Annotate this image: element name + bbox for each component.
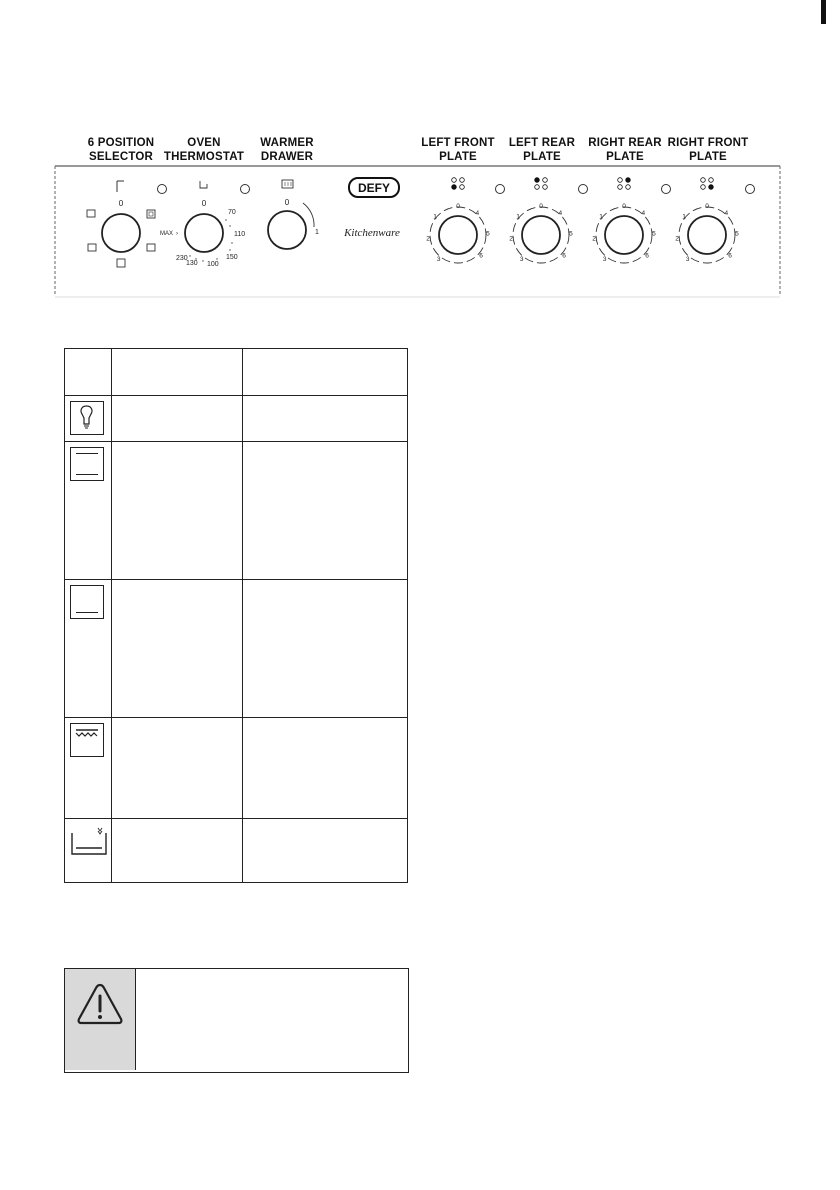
thermostat-max-label: MAX: [160, 231, 174, 237]
plate-position-dot: [709, 178, 714, 183]
plate-scale-label: 2: [675, 235, 679, 243]
plate-position-dot: [709, 185, 714, 190]
plate-scale-label: 1: [682, 213, 686, 221]
light-symbol-icon: [117, 181, 124, 192]
plate-scale-label: 2: [426, 235, 430, 243]
plate-scale-label: 5: [486, 230, 490, 238]
plate-scale-label: 4: [724, 210, 729, 217]
thermostat-indicator-light: [241, 185, 250, 194]
plate-scale-label: 0: [622, 203, 626, 210]
plate-scale-label: 2: [592, 235, 596, 243]
thermostat-zero-label: 0: [201, 199, 207, 208]
plate-position-dot: [535, 185, 540, 190]
plate-scale-label: 1: [516, 213, 520, 221]
label-right-front-plate: RIGHT FRONT PLATE: [667, 137, 749, 163]
plate-scale-label: 3: [436, 256, 441, 263]
plate-scale-label: 2: [509, 235, 513, 243]
plate-scale-label: 4: [641, 210, 646, 217]
svg-text:230: 230: [176, 255, 188, 262]
right-front-plate-knob[interactable]: [675, 178, 739, 263]
plate-scale-label: 3: [685, 256, 690, 263]
table-header-row: [65, 349, 408, 396]
plate-position-dot: [543, 178, 548, 183]
plate-position-dot: [626, 185, 631, 190]
plate-position-dot: [543, 185, 548, 190]
plate-scale-label: 5: [569, 230, 573, 238]
svg-text:130: 130: [186, 260, 198, 267]
left-rear-plate-knob[interactable]: [509, 178, 573, 263]
warmer-zero-label: 0: [284, 198, 290, 207]
plate-scale-label: 4: [558, 210, 563, 217]
left-front-plate-knob[interactable]: [426, 178, 490, 263]
plate-scale-label: 0: [539, 203, 543, 210]
plate-position-dot: [701, 178, 706, 183]
selector-indicator-light: [158, 185, 167, 194]
defy-logo: [349, 178, 399, 197]
svg-text:100: 100: [207, 261, 219, 268]
label-warmer-drawer: WARMER DRAWER: [260, 137, 314, 163]
warmer-drawer-knob[interactable]: [268, 180, 319, 249]
label-6-position-selector: 6 POSITION SELECTOR: [87, 137, 155, 163]
oven-light-icon: [70, 401, 104, 435]
svg-text:›: ›: [176, 231, 178, 237]
plate-knob-body: [605, 216, 643, 254]
selector-knob[interactable]: [87, 181, 155, 267]
warning-triangle-icon: [65, 969, 135, 1039]
plate-position-dot: [626, 178, 631, 183]
label-left-rear-plate: LEFT REAR PLATE: [508, 137, 576, 163]
table-row: [65, 396, 408, 442]
right-rear-plate-knob[interactable]: [592, 178, 656, 263]
top-bottom-heat-icon: [70, 447, 104, 481]
table-row: [65, 819, 408, 883]
plate-knob-body: [439, 216, 477, 254]
svg-text:DEFY: DEFY: [357, 181, 391, 195]
table-row: [65, 442, 408, 580]
plate-scale-label: 6: [562, 252, 566, 260]
plate-scale-label: 3: [602, 256, 607, 263]
plate-scale-label: 5: [735, 230, 739, 238]
control-panel: [0, 160, 840, 300]
plate-scale-label: 3: [519, 256, 524, 263]
svg-text:70: 70: [228, 209, 236, 216]
bottom-heat-symbol-icon: [147, 244, 155, 251]
plate-position-dot: [701, 185, 706, 190]
plate-knob-body: [522, 216, 560, 254]
top-heat-symbol-icon: [87, 210, 95, 217]
label-left-front-plate: LEFT FRONT PLATE: [421, 137, 495, 163]
plate-scale-label: 4: [475, 210, 480, 217]
svg-text:150: 150: [226, 254, 238, 261]
plate-knob-body: [688, 216, 726, 254]
label-oven-thermostat: OVEN THERMOSTAT: [163, 137, 245, 163]
plate-position-dot: [460, 178, 465, 183]
plate-position-dot: [452, 178, 457, 183]
grill-icon: [70, 723, 104, 757]
warmer-one-label: 1: [315, 229, 319, 236]
plate-position-dot: [618, 185, 623, 190]
plate-scale-label: 1: [433, 213, 437, 221]
table-row: [65, 718, 408, 819]
plate-scale-label: 1: [599, 213, 603, 221]
warmer-symbol-icon: [282, 180, 293, 188]
plate-position-dot: [535, 178, 540, 183]
model-script: Kitchenware: [344, 227, 400, 239]
plate-position-dot: [452, 185, 457, 190]
thermometer-symbol-icon: [200, 181, 207, 188]
label-right-rear-plate: RIGHT REAR PLATE: [588, 137, 662, 163]
plate-scale-label: 0: [456, 203, 460, 210]
plate-scale-label: 6: [645, 252, 649, 260]
grill-symbol-icon: [88, 244, 96, 251]
table-row: [65, 580, 408, 718]
right-rear-indicator-light: [662, 185, 671, 194]
page-edge-mark: [821, 0, 826, 24]
left-rear-indicator-light: [579, 185, 588, 194]
plate-scale-label: 5: [652, 230, 656, 238]
plate-scale-label: 0: [705, 203, 709, 210]
selector-zero-label: 0: [118, 199, 124, 208]
plate-position-dot: [460, 185, 465, 190]
defrost-tray-icon: [70, 824, 104, 858]
plate-scale-label: 6: [479, 252, 483, 260]
function-table: [64, 348, 408, 883]
warning-note: [64, 968, 409, 1073]
plate-scale-label: 6: [728, 252, 732, 260]
left-front-indicator-light: [496, 185, 505, 194]
fan-symbol-icon: [147, 210, 155, 218]
defrost-symbol-icon: [117, 259, 125, 267]
plate-position-dot: [618, 178, 623, 183]
right-front-indicator-light: [746, 185, 755, 194]
svg-text:110: 110: [234, 231, 246, 238]
thermostat-knob[interactable]: [160, 181, 245, 268]
bottom-heat-icon: [70, 585, 104, 619]
